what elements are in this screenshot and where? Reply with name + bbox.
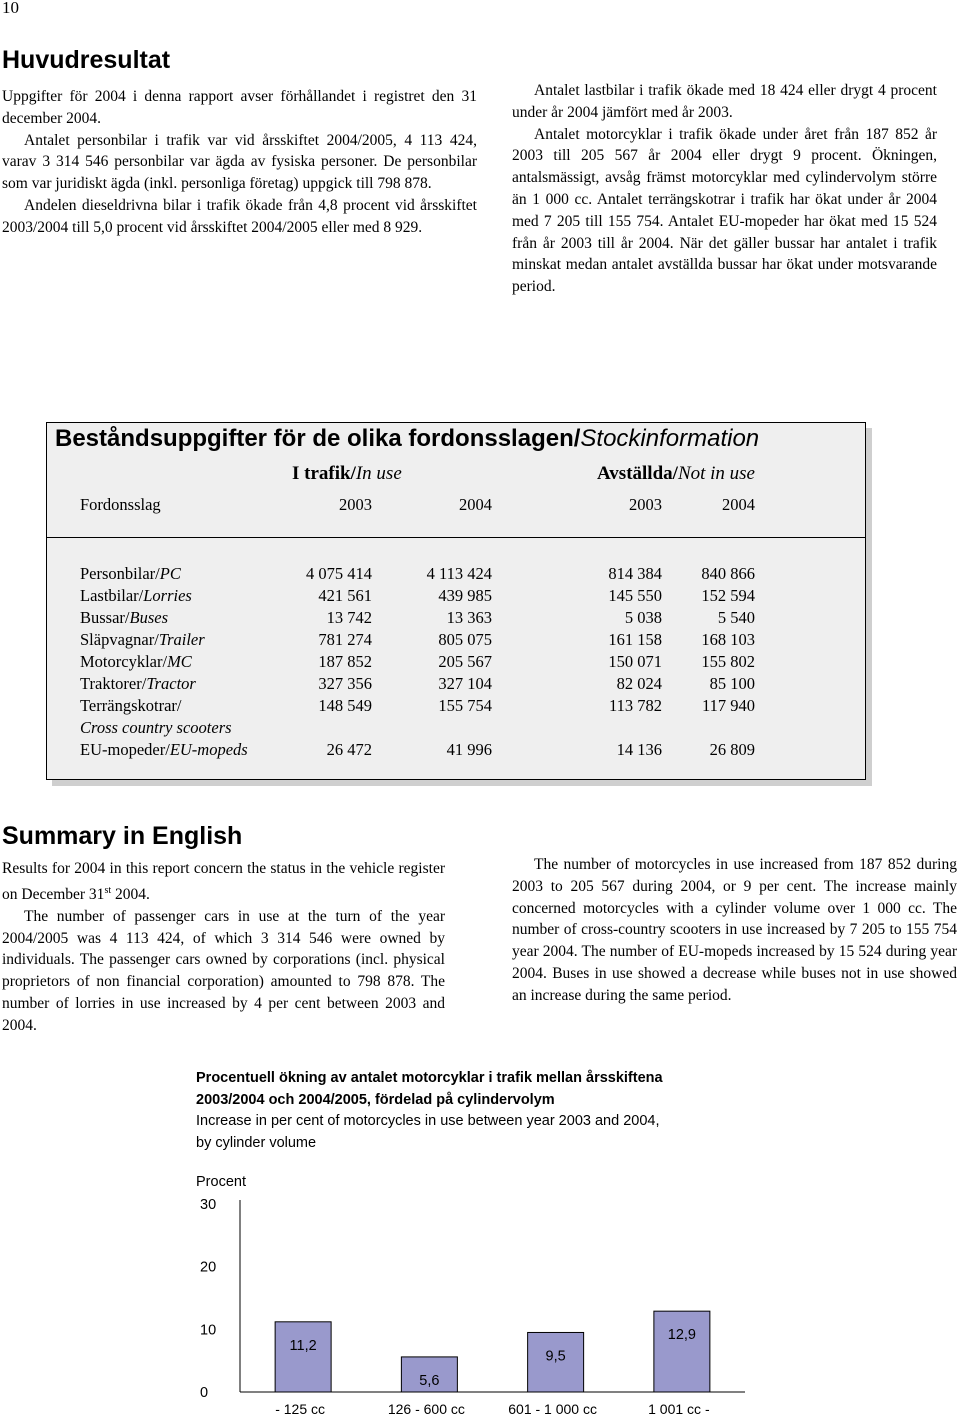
x-tick-label: 126 - 600 cc <box>387 1401 465 1417</box>
table-cell: 421 561 <box>318 586 372 605</box>
table-cell: 14 136 <box>616 740 662 759</box>
year-header: 2003 <box>629 495 662 514</box>
table-divider <box>47 537 865 538</box>
table-cell: 805 075 <box>438 630 492 649</box>
table-cell: 439 985 <box>438 586 492 605</box>
table-cell: 148 549 <box>318 696 372 715</box>
main-right-paragraph: Antalet motorcyklar i trafik ökade under året från 187 852 år 2003 till 205 567 år 2004 eller drygt 9 procent. Ökningen, antalsmässigt, avsåg främst motorcyklar med cylindervolym större än 1 000 cc. Antalet terrängskotrar i trafik har ökat under år 2004 med 7 205 till 155 754. Antalet EU-mopeder har ökat med 15 524 från år 2003 till år 2004. När det gäller bussar har antalet i trafik minskat medan antalet avställda bussar har ökat under motsvarande period. <box>512 125 937 296</box>
table-cell: 41 996 <box>446 740 492 759</box>
chart-caption <box>196 1068 796 1154</box>
table-cell: 152 594 <box>701 586 755 605</box>
chart-title-en-line2: by cylinder volume <box>196 1134 317 1151</box>
table-cell: 117 940 <box>701 696 755 715</box>
main-left-paragraph: Uppgifter för 2004 i denna rapport avser förhållandet i registret den 31 december 2004. <box>2 88 477 127</box>
table-title: Beståndsuppgifter för de olika fordonsslagen/Stockinformation <box>55 425 760 452</box>
page-number: 10 <box>2 0 19 17</box>
chart-title-en-line1: Increase in per cent of motorcycles in use between year 2003 and 2004, <box>196 1113 660 1129</box>
table-cell: 187 852 <box>318 652 372 671</box>
table-cell: 327 104 <box>438 674 492 693</box>
table-cell: 4 113 424 <box>426 564 492 583</box>
y-tick-label: 30 <box>200 1197 217 1213</box>
x-tick-label: - 125 cc <box>275 1401 326 1417</box>
summary-left-paragraph: Results for 2004 in this report concern the status in the vehicle register on December 31st 2004. <box>2 860 445 903</box>
bar <box>654 1311 710 1392</box>
bar <box>275 1322 331 1392</box>
summary-left-column <box>2 858 445 1037</box>
main-left-paragraph: Antalet personbilar i trafik var vid årsskiftet 2004/2005, 4 113 424, varav 3 314 546 personbilar var ägda av fysiska personer. De personbilar som var juridiskt ägda (inkl. personliga företag) uppgick till 798 878. <box>2 131 477 193</box>
table-cell: 85 100 <box>709 674 755 693</box>
bar-value-label: 9,5 <box>545 1348 566 1365</box>
table-cell: 113 782 <box>608 696 662 715</box>
table-row-label: Traktorer/Tractor <box>80 674 196 693</box>
y-tick-label: 10 <box>200 1322 217 1339</box>
table-row-label: Släpvagnar/Trailer <box>80 630 205 649</box>
x-tick-label: 601 - 1 000 cc <box>508 1401 597 1417</box>
table-cell <box>272 717 372 739</box>
year-header: 2003 <box>339 495 372 514</box>
table-cell: 205 567 <box>438 652 492 671</box>
main-left-paragraph: Andelen dieseldrivna bilar i trafik ökade från 4,8 procent vid årsskiftet 2003/2004 till 5,0 procent vid årsskiftet 2004/2005 eller med 8 929. <box>2 196 477 236</box>
summary-heading: Summary in English <box>2 822 243 850</box>
table-cell: 5 540 <box>717 608 755 627</box>
x-tick-label: 1 001 cc - <box>648 1401 710 1417</box>
table-cell: 4 075 414 <box>306 564 372 583</box>
bar-value-label: 5,6 <box>419 1372 440 1389</box>
bar-value-label: 12,9 <box>667 1327 696 1344</box>
year-header: 2004 <box>459 495 492 514</box>
table-cell: 13 363 <box>446 608 492 627</box>
table-cell: 82 024 <box>616 674 662 693</box>
table-cell <box>392 717 492 739</box>
table-cell: 840 866 <box>701 564 755 583</box>
group-header-not-in-use: Avställda/Not in use <box>597 463 755 484</box>
table-row-label: EU-mopeder/EU-mopeds <box>80 740 248 759</box>
table-cell: 150 071 <box>608 652 662 671</box>
table-row-label: Lastbilar/Lorries <box>80 586 192 605</box>
table-cell <box>655 717 755 739</box>
summary-right-column <box>512 854 957 1007</box>
table-cell <box>562 717 662 739</box>
table-cell: 327 356 <box>318 674 372 693</box>
y-tick-label: 20 <box>200 1259 217 1276</box>
table-cell: 168 103 <box>701 630 755 649</box>
table-cell: 13 742 <box>326 608 372 627</box>
chart-title-sv-line1: Procentuell ökning av antalet motorcyklar i trafik mellan årsskiftena <box>196 1070 663 1086</box>
summary-right-paragraph: The number of motorcycles in use increased from 187 852 during 2003 to 205 567 during 2004, or 9 per cent. The increase mainly concerned motorcycles with a cylinder volume over 1 000 cc. The number of cross-country scooters in use increased by 7 205 to 155 754 year 2004. The number of EU-mopeds increased by 15 524 during year 2004. Buses in use showed a decrease while buses not in use showed an increase during the same period. <box>512 856 957 1004</box>
table-cell: 781 274 <box>318 630 372 649</box>
main-right-paragraph: Antalet lastbilar i trafik ökade med 18 424 eller drygt 4 procent under år 2004 jämfört med år 2003. <box>512 82 937 121</box>
table-cell: 5 038 <box>624 608 662 627</box>
table-row-label: Cross country scooters <box>80 718 232 737</box>
group-header-in-use: I trafik/In use <box>292 463 402 484</box>
main-left-column <box>2 86 477 239</box>
chart-title-sv-line2: 2003/2004 och 2004/2005, fördelad på cylindervolym <box>196 1091 555 1108</box>
stock-table <box>46 422 866 780</box>
table-cell: 155 754 <box>438 696 492 715</box>
bar-chart <box>0 1160 960 1420</box>
table-cell: 155 802 <box>701 652 755 671</box>
table-cell: 814 384 <box>608 564 662 583</box>
y-tick-label: 0 <box>200 1385 209 1401</box>
year-header: 2004 <box>722 495 755 514</box>
table-row-label: Terrängskotrar/ <box>80 696 182 715</box>
table-row-label: Motorcyklar/MC <box>80 652 192 671</box>
table-cell: 145 550 <box>608 586 662 605</box>
table-row-label: Personbilar/PC <box>80 564 181 583</box>
bar-value-label: 11,2 <box>289 1337 317 1354</box>
main-heading: Huvudresultat <box>2 46 171 74</box>
main-right-column <box>512 80 937 298</box>
y-axis-title: Procent <box>196 1174 246 1190</box>
table-row-label: Bussar/Buses <box>80 608 168 627</box>
table-cell: 26 809 <box>709 740 755 759</box>
table-cell: 161 158 <box>608 630 662 649</box>
column-label: Fordonsslag <box>80 495 161 514</box>
table-cell: 26 472 <box>326 740 372 759</box>
summary-left-paragraph: The number of passenger cars in use at the turn of the year 2004/2005 was 4 113 424, of which 3 314 546 were owned by individuals. The passenger cars owned by corporations (incl. physical proprietors of non financial corporation) amounted to 798 878. The number of lorries in use increased by 4 per cent between 2003 and 2004. <box>2 907 445 1034</box>
